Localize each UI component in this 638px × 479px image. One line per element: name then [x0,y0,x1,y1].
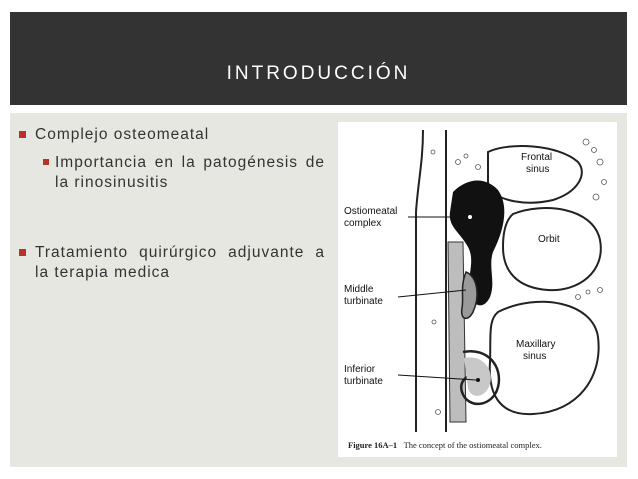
bullet-item [35,243,325,283]
label-inferior-line2: turbinate [344,376,383,387]
bullet-marker-icon [19,131,26,138]
caption-figure-number: Figure 16A–1 [348,440,398,450]
ostiomeatal-diagram [338,122,617,437]
figure-caption [348,440,542,450]
label-middle-line2: turbinate [344,296,383,307]
label-frontal-line2: sinus [526,164,550,175]
bullet-text: Complejo osteomeatal [35,126,210,143]
bullet-item [35,125,325,145]
label-frontal-line1: Frontal [521,152,553,163]
label-middle-line1: Middle [344,284,374,295]
sub-bullet-text: Importancia en la patogénesis de la rinosinusitis [55,154,325,191]
label-maxillary-line1: Maxillary [516,339,556,350]
sub-bullet-marker-icon [43,159,49,165]
label-ostiomeatal-line1: Ostiomeatal [344,206,398,217]
bullet-text: Tratamiento quirúrgico adjuvante a la terapia medica [35,244,325,281]
slide-content [10,113,627,467]
label-ostiomeatal-line2: complex [344,218,382,229]
bullet-marker-icon [19,249,26,256]
label-inferior-line1: Inferior [344,364,376,375]
anatomy-figure [338,122,617,457]
caption-text: The concept of the ostiomeatal complex. [403,440,542,450]
label-orbit: Orbit [538,234,560,245]
slide-header [10,12,627,105]
label-maxillary-line2: sinus [523,351,547,362]
sub-bullet-item [55,153,325,193]
slide-title: INTRODUCCIÓN [226,63,411,84]
